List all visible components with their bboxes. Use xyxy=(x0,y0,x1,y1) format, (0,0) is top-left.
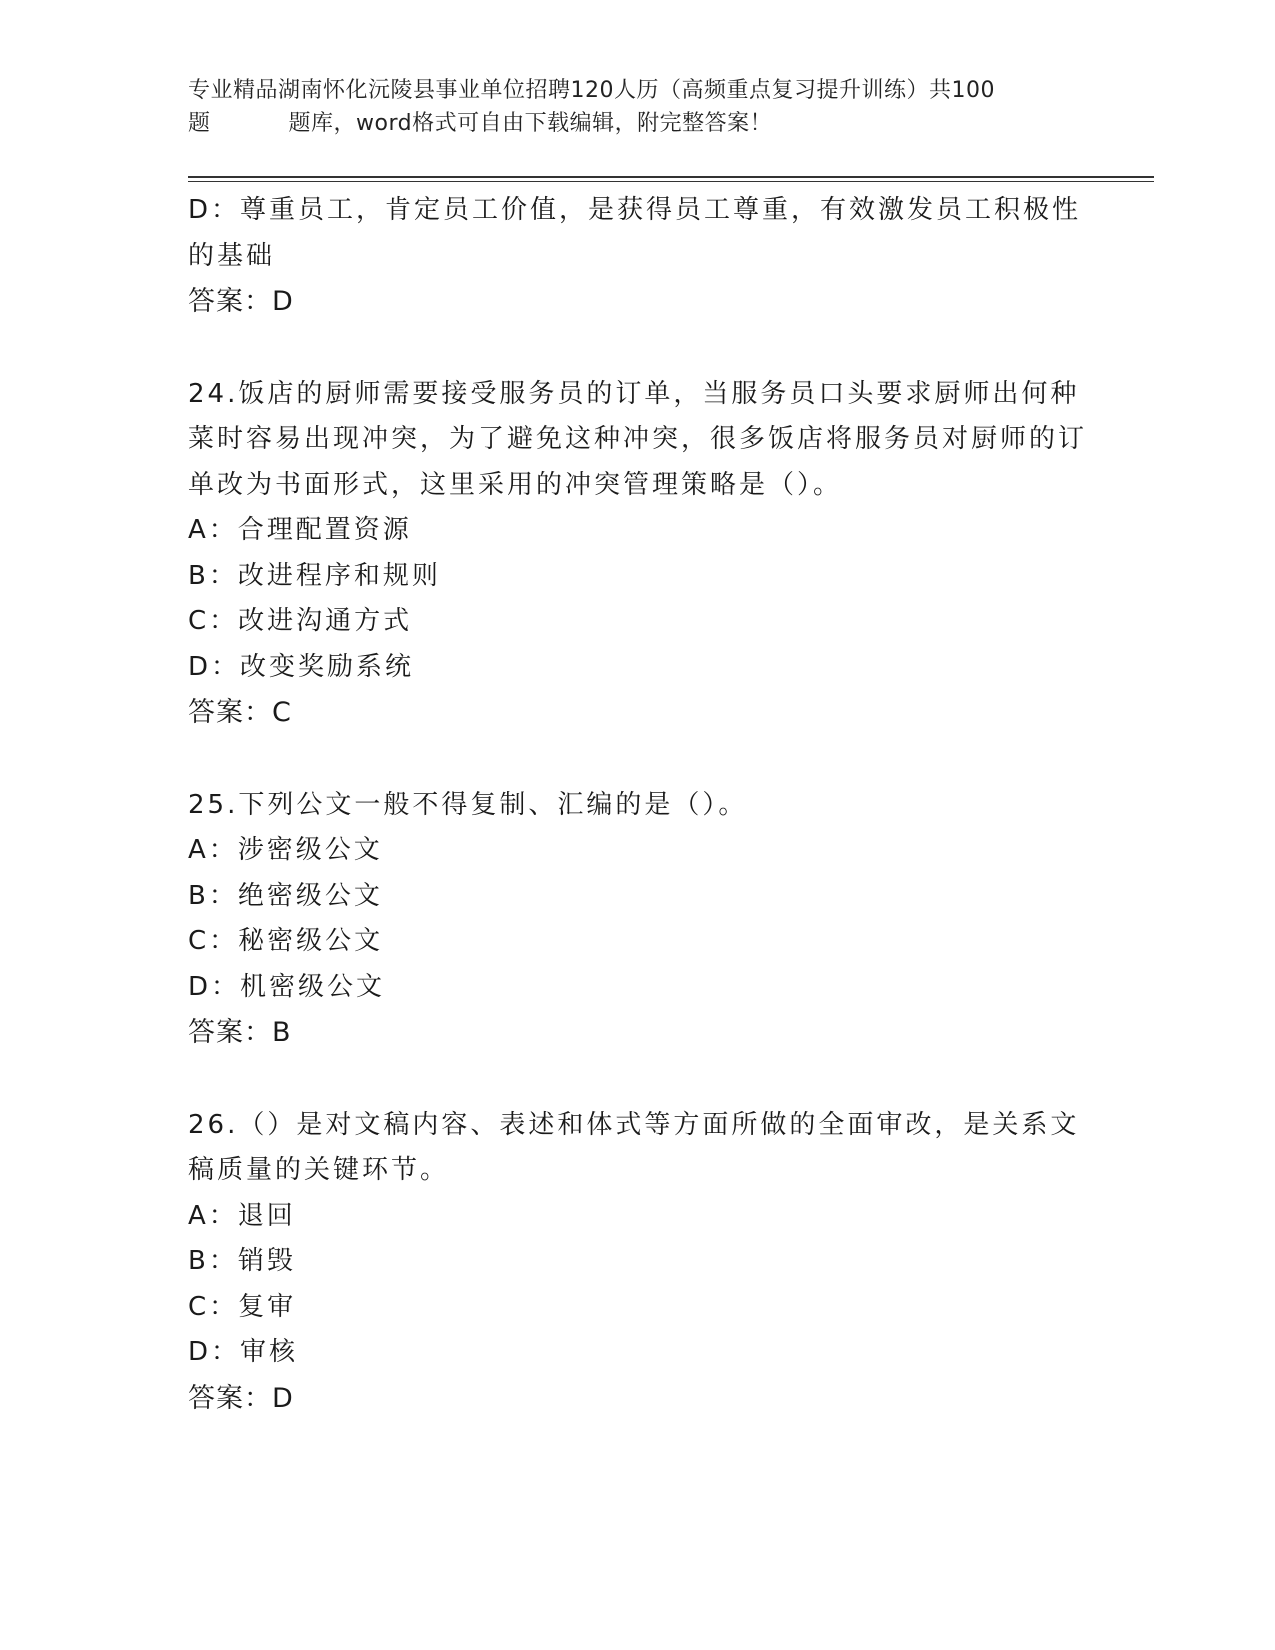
question-25 xyxy=(188,783,1088,1056)
option-b: B：绝密级公文 xyxy=(188,880,383,911)
option-b: B：销毁 xyxy=(188,1246,296,1276)
answer-line: 答案：D xyxy=(188,286,294,317)
option-c: C：复审 xyxy=(188,1291,297,1322)
option-d: D：尊重员工，肯定员工价值，是获得员工尊重，有效激发员工积极性的基础 xyxy=(188,195,1082,271)
header-title-line2 xyxy=(188,107,1088,140)
header-title-line1: 专业精品湖南怀化沅陵县事业单位招聘120人历（高频重点复习提升训练）共100 xyxy=(188,78,995,103)
header-divider-thin xyxy=(188,181,1154,182)
question-26 xyxy=(188,1103,1088,1422)
answer-line: 答案：B xyxy=(188,1017,292,1048)
question-stem: 26.（）是对文稿内容、表述和体式等方面所做的全面审改，是关系文稿质量的关键环节。 xyxy=(188,1109,1080,1185)
option-d: D：改变奖励系统 xyxy=(188,651,415,682)
document-header xyxy=(188,74,1088,140)
option-b: B：改进程序和规则 xyxy=(188,560,441,591)
header-divider-thick xyxy=(188,176,1154,178)
carryover-question xyxy=(188,188,1088,325)
question-stem: 24.饭店的厨师需要接受服务员的订单，当服务员口头要求厨师出何种菜时容易出现冲突，为了避免这种冲突，很多饭店将服务员对厨师的订单改为书面形式，这里采用的冲突管理策略是（）。 xyxy=(188,378,1088,500)
option-d: D：机密级公文 xyxy=(188,971,386,1002)
answer-line: 答案：C xyxy=(188,697,292,728)
question-24 xyxy=(188,372,1088,736)
header-title-line2-left: 题 xyxy=(188,111,211,136)
option-a: A：涉密级公文 xyxy=(188,835,383,865)
option-c: C：秘密级公文 xyxy=(188,926,384,956)
question-stem: 25.下列公文一般不得复制、汇编的是（）。 xyxy=(188,789,748,820)
option-a: A：合理配置资源 xyxy=(188,515,412,545)
option-d: D：审核 xyxy=(188,1337,299,1367)
document-body xyxy=(188,188,1088,1421)
header-title-line2-right: 题库，word格式可自由下载编辑，附完整答案！ xyxy=(288,111,773,136)
answer-line: 答案：D xyxy=(188,1382,294,1414)
option-c: C：改进沟通方式 xyxy=(188,606,413,636)
option-a: A：退回 xyxy=(188,1200,296,1231)
